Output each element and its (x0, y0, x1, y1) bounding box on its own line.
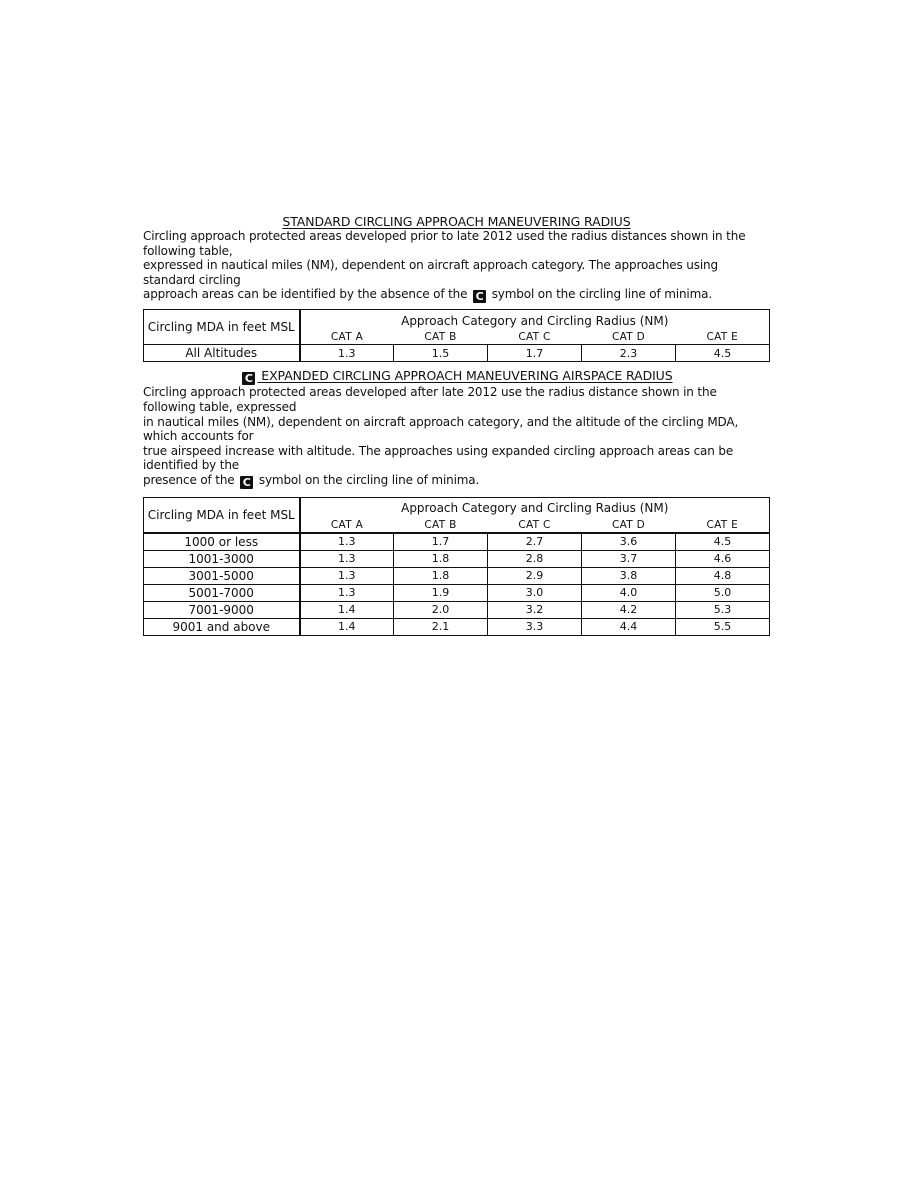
table-cell: 4.5 (676, 533, 770, 551)
table-cell: 3.0 (488, 584, 582, 601)
table-row (144, 567, 770, 584)
circling-c-icon: C (242, 372, 255, 385)
row-label: All Altitudes (144, 345, 300, 362)
table-cell: 1.9 (394, 584, 488, 601)
table-cat-header: CAT C (488, 518, 582, 533)
table-cell: 4.4 (582, 618, 676, 635)
table-cell: 1.7 (394, 533, 488, 551)
table-cell: 1.3 (300, 550, 394, 567)
expanded-title-line (143, 368, 770, 385)
table-cell: 1.3 (300, 567, 394, 584)
table-cell: 5.5 (676, 618, 770, 635)
standard-para-line-3a: approach areas can be identified by the absence of the (143, 287, 468, 302)
row-label: 7001-9000 (144, 601, 300, 618)
expanded-para-line-4a: presence of the (143, 472, 235, 487)
circling-c-icon: C (473, 290, 486, 303)
expanded-para-line-2: in nautical miles (NM), dependent on aircraft approach category, and the altitude of the circling MDA, which accounts for (143, 414, 739, 444)
table-cell: 2.1 (394, 618, 488, 635)
table-cell: 2.0 (394, 601, 488, 618)
expanded-paragraph (143, 385, 770, 489)
expanded-para-line-4b: symbol on the circling line of minima. (258, 472, 480, 487)
table-row (144, 618, 770, 635)
table-cell: 2.3 (582, 345, 676, 362)
row-label: 9001 and above (144, 618, 300, 635)
table-label-header: Circling MDA in feet MSL (144, 310, 300, 345)
table-cell: 2.8 (488, 550, 582, 567)
table-cat-header: CAT E (676, 518, 770, 533)
table-cell: 3.2 (488, 601, 582, 618)
table-cell: 5.3 (676, 601, 770, 618)
table-cat-header: CAT A (300, 330, 394, 345)
table-cell: 2.7 (488, 533, 582, 551)
table-cat-header: CAT B (394, 330, 488, 345)
table-row (144, 550, 770, 567)
standard-para-line-2: expressed in nautical miles (NM), dependent on aircraft approach category. The approaches using standard circling (143, 258, 718, 287)
document-content (143, 214, 770, 636)
row-label: 1000 or less (144, 533, 300, 551)
standard-para-line-1: Circling approach protected areas developed prior to late 2012 used the radius distances shown in the following table, (143, 229, 746, 258)
table-cell: 1.8 (394, 550, 488, 567)
table-cell: 4.6 (676, 550, 770, 567)
table-cell: 4.8 (676, 567, 770, 584)
table-row (144, 601, 770, 618)
table-group-header: Approach Category and Circling Radius (NM) (300, 310, 770, 330)
table-cat-header: CAT E (676, 330, 770, 345)
table-label-header: Circling MDA in feet MSL (144, 497, 300, 533)
table-cell: 3.6 (582, 533, 676, 551)
table-cat-header: CAT D (582, 330, 676, 345)
table-cat-header: CAT A (300, 518, 394, 533)
table-cell: 1.7 (488, 345, 582, 362)
expanded-para-line-1: Circling approach protected areas developed after late 2012 use the radius distance shown in the following table, expressed (143, 385, 717, 414)
table-cat-header: CAT D (582, 518, 676, 533)
table-cell: 1.3 (300, 533, 394, 551)
expanded-radius-table (143, 497, 770, 636)
table-cell: 4.0 (582, 584, 676, 601)
table-cell: 1.3 (300, 345, 394, 362)
table-cell: 2.9 (488, 567, 582, 584)
table-row (144, 345, 770, 362)
table-cell: 1.4 (300, 618, 394, 635)
circling-c-icon: C (240, 476, 253, 489)
table-cell: 4.5 (676, 345, 770, 362)
standard-radius-table (143, 309, 770, 362)
standard-title: STANDARD CIRCLING APPROACH MANEUVERING RADIUS (282, 214, 631, 229)
table-row (144, 584, 770, 601)
table-cell: 3.8 (582, 567, 676, 584)
table-cat-header: CAT C (488, 330, 582, 345)
row-label: 5001-7000 (144, 584, 300, 601)
table-cell: 1.8 (394, 567, 488, 584)
table-cell: 1.3 (300, 584, 394, 601)
table-row (144, 533, 770, 551)
expanded-title: EXPANDED CIRCLING APPROACH MANEUVERING AIRSPACE RADIUS (261, 368, 673, 384)
table-cell: 3.3 (488, 618, 582, 635)
table-cell: 1.4 (300, 601, 394, 618)
table-cell: 5.0 (676, 584, 770, 601)
table-cell: 1.5 (394, 345, 488, 362)
standard-paragraph (143, 229, 770, 303)
standard-para-line-3b: symbol on the circling line of minima. (491, 287, 712, 302)
table-cell: 4.2 (582, 601, 676, 618)
row-label: 3001-5000 (144, 567, 300, 584)
row-label: 1001-3000 (144, 550, 300, 567)
table-group-header: Approach Category and Circling Radius (NM) (300, 497, 770, 517)
table-cat-header: CAT B (394, 518, 488, 533)
table-cell: 3.7 (582, 550, 676, 567)
expanded-para-line-3: true airspeed increase with altitude. The approaches using expanded circling approach areas can be identified by the (143, 443, 734, 473)
